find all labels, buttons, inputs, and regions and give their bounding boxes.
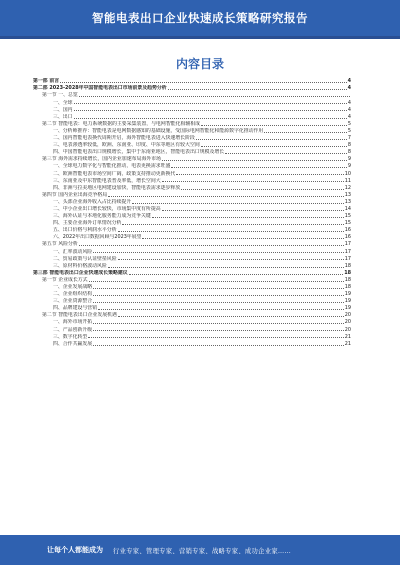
toc-leader-dots [196, 139, 347, 140]
toc-page-number: 21 [344, 333, 351, 340]
toc-page-number: 17 [344, 248, 351, 255]
toc-entry[interactable] [33, 312, 351, 319]
toc-page-number: 18 [344, 284, 351, 291]
toc-entry-text: 第二节 智能电表：电力系统数据的主要采集装置，与电网智能化相辅相成 [42, 120, 201, 127]
toc-entry-text: 一、头部企业海外收入占比持续提升 [53, 198, 132, 205]
toc-leader-dots [129, 274, 344, 275]
toc-entry-text: 四、非洲与拉美地区电网建设加快，智能电表需求逐步释放 [53, 184, 181, 191]
toc-leader-dots [93, 288, 344, 289]
toc-entry[interactable] [33, 234, 351, 241]
toc-page-number: 20 [344, 319, 351, 326]
toc-entry[interactable] [33, 149, 351, 156]
toc-entry-text: 二、产品创新升级 [53, 326, 93, 333]
toc-entry[interactable] [33, 333, 351, 340]
toc-entry[interactable] [33, 248, 351, 255]
toc-entry[interactable] [33, 78, 351, 85]
toc-leader-dots [162, 181, 344, 182]
toc-leader-dots [162, 210, 344, 211]
toc-entry-text: 三、数字化转型 [53, 333, 88, 340]
toc-entry-text: 一、海外市场开拓 [53, 319, 93, 326]
toc-leader-dots [88, 337, 344, 338]
toc-entry-text: 三、企业资源整合 [53, 298, 93, 305]
toc-leader-dots [181, 189, 344, 190]
toc-entry[interactable] [33, 128, 351, 135]
toc-leader-dots [93, 345, 344, 346]
toc-leader-dots [89, 281, 344, 282]
toc-page-number: 9 [347, 163, 351, 170]
toc-entry[interactable] [33, 199, 351, 206]
toc-entry[interactable] [33, 319, 351, 326]
toc-entry-text: 第一节 企业成长方式 [42, 276, 88, 283]
toc-entry[interactable] [33, 220, 351, 227]
toc-entry[interactable] [33, 184, 351, 191]
toc-entry[interactable] [33, 326, 351, 333]
toc-entry-text: 二、国内 [53, 106, 73, 113]
toc-entry[interactable] [33, 227, 351, 234]
toc-entry[interactable] [33, 113, 351, 120]
toc-page-number: 16 [344, 234, 351, 241]
toc-entry-text: 四、合作共赢发展 [53, 340, 93, 347]
toc-entry[interactable] [33, 170, 351, 177]
toc-page-number: 4 [347, 78, 351, 85]
toc-page-number: 15 [344, 220, 351, 227]
toc-entry-text: 二、企业组织结构 [53, 291, 93, 298]
toc-leader-dots [93, 330, 344, 331]
toc-leader-dots [74, 103, 347, 104]
toc-page-number: 14 [344, 205, 351, 212]
footer-slogan: 让每个人都能成为 [47, 546, 103, 554]
toc-entry[interactable] [33, 177, 351, 184]
toc-entry-text: 三、海外认证与本地化服务能力成为竞争关键 [53, 213, 151, 220]
toc-leader-dots [108, 267, 344, 268]
toc-leader-dots [132, 203, 344, 204]
toc-entry-text: 第二节 智能电表出口企业发展机遇 [42, 312, 117, 319]
toc-entry-text: 第一节 一、总览 [42, 92, 78, 99]
toc-leader-dots [98, 309, 344, 310]
toc-page-number: 11 [344, 177, 351, 184]
toc-entry[interactable] [33, 99, 351, 106]
toc-leader-dots [201, 146, 347, 147]
toc-entry[interactable] [33, 298, 351, 305]
toc-leader-dots [93, 302, 344, 303]
toc-leader-dots [60, 82, 346, 83]
toc-entry[interactable] [33, 142, 351, 149]
toc-entry-text: 二、贸易政策与认证壁垒风险 [53, 255, 117, 262]
toc-entry-text: 二、欧洲智能电表市场空间广阔，政策支持推动更新换代 [53, 170, 176, 177]
toc-entry-text: 第五节 风险分析 [42, 241, 78, 248]
toc-entry[interactable] [33, 255, 351, 262]
toc-page-number: 7 [347, 135, 351, 142]
toc-entry[interactable] [33, 163, 351, 170]
toc-page-number: 18 [344, 276, 351, 283]
toc-entry-text: 一、全球电力数字化与智能化推动，电表更换需求旺盛 [53, 163, 171, 170]
toc-page-number: 18 [344, 269, 351, 276]
toc-page-number: 9 [347, 156, 351, 163]
toc-leader-dots [93, 295, 344, 296]
toc-page-number: 19 [344, 305, 351, 312]
toc-leader-dots [201, 125, 347, 126]
toc-leader-dots [118, 231, 344, 232]
toc-entry-text: 四、品牌建设与营销 [53, 305, 98, 312]
toc-page-number: 13 [344, 198, 351, 205]
toc-page-number: 18 [344, 262, 351, 269]
toc-leader-dots [176, 174, 343, 175]
toc-entry-text: 三、出口 [53, 113, 73, 120]
toc-page-number: 15 [344, 213, 351, 220]
toc-entry[interactable] [33, 206, 351, 213]
toc-entry-text: 一、全球 [53, 99, 73, 106]
toc-leader-dots [118, 316, 344, 317]
toc-entry-text: 三、东南亚及中东智能电表普及率低，增长空间大 [53, 177, 161, 184]
toc-page-number: 10 [344, 170, 351, 177]
toc-entry[interactable] [33, 135, 351, 142]
toc-entry[interactable] [33, 284, 351, 291]
toc-entry-text: 第二部 2023-2028年中国智能电表出口市场前景及趋势分析 [33, 85, 167, 92]
toc-entry[interactable] [33, 106, 351, 113]
toc-entry[interactable] [33, 121, 351, 128]
toc-page-number: 19 [344, 291, 351, 298]
toc-entry-text: 四、中国智能电表出口规模增长，集中于东南亚地区，智能电表出口规模及增长 [53, 149, 225, 156]
toc-page-number: 12 [344, 184, 351, 191]
toc-leader-dots [108, 196, 344, 197]
toc-leader-dots [74, 118, 347, 119]
toc-entry-text: 三、原材料价格波动风险 [53, 262, 107, 269]
toc-entry-text: 一、汇率波动风险 [53, 248, 93, 255]
toc-entry-text: 六、2022年出口数据回顾与2023年展望 [53, 234, 142, 241]
toc-entry[interactable] [33, 291, 351, 298]
toc-leader-dots [79, 245, 344, 246]
toc-leader-dots [162, 160, 347, 161]
toc-leader-dots [142, 238, 343, 239]
toc-leader-dots [152, 217, 344, 218]
toc-leader-dots [93, 323, 344, 324]
toc-entry[interactable] [33, 277, 351, 284]
toc-entry-text: 一、企业发展战略 [53, 284, 93, 291]
toc-entry[interactable] [33, 213, 351, 220]
toc-leader-dots [122, 224, 343, 225]
toc-entry-text: 二、中小企业出口增长较快，市场集中度有所提高 [53, 205, 161, 212]
toc-entry-text: 四、主要企业海外订单情况分析 [53, 220, 122, 227]
table-of-contents [33, 78, 351, 348]
footer-bar [0, 535, 400, 565]
toc-entry[interactable] [33, 85, 351, 92]
toc-page-number: 4 [347, 85, 351, 92]
toc-page-number: 5 [347, 120, 351, 127]
toc-leader-dots [79, 96, 350, 97]
toc-leader-dots [168, 89, 347, 90]
toc-page-number: 17 [344, 255, 351, 262]
toc-page-number: 4 [347, 99, 351, 106]
footer-tagline: 行业专家、管理专家、营销专家、战略专家、成功企业家…… [113, 547, 292, 555]
toc-entry[interactable] [33, 270, 351, 277]
toc-entry[interactable] [33, 241, 351, 248]
toc-entry-text: 三、电表渗透率较低，欧洲、东南亚、印度、中东等地区有较大空间 [53, 142, 200, 149]
report-title: 智能电表出口企业快速成长策略研究报告 [92, 11, 308, 25]
toc-entry[interactable] [33, 92, 351, 99]
toc-entry-text: 二、国内智能电表换代周期开启，海外智能电表进入快速增长阶段 [53, 135, 195, 142]
toc-leader-dots [93, 252, 344, 253]
toc-page-number: 5 [347, 127, 351, 134]
toc-leader-dots [171, 167, 346, 168]
toc-page-number: 17 [344, 241, 351, 248]
toc-page-number: 20 [344, 312, 351, 319]
toc-entry-text: 一、分析师推荐：智能电表是电网数据感知的基础设施，受国际电网智能化和能源数字化推动作用 [53, 127, 264, 134]
toc-entry-text: 第三部 智能电表出口企业快速成长策略建议 [33, 269, 128, 276]
toc-leader-dots [264, 132, 347, 133]
report-header-bar [0, 0, 400, 36]
toc-entry-text: 第四节 国内企业出海竞争格局 [42, 191, 108, 198]
toc-page-number: 4 [347, 113, 351, 120]
toc-entry[interactable] [33, 192, 351, 199]
toc-leader-dots [225, 153, 347, 154]
toc-entry-text: 五、出口价格与利润水平分析 [53, 227, 117, 234]
toc-page-number: 4 [347, 106, 351, 113]
toc-entry[interactable] [33, 156, 351, 163]
toc-entry[interactable] [33, 262, 351, 269]
toc-page-number: 20 [344, 326, 351, 333]
toc-heading: 内容目录 [175, 57, 224, 71]
toc-entry-text: 第三节 海外需求持续增长，国内企业加速布局海外市场 [42, 156, 161, 163]
toc-page-number: 8 [347, 142, 351, 149]
toc-page-number: 13 [344, 191, 351, 198]
toc-leader-dots [118, 259, 344, 260]
toc-leader-dots [74, 110, 347, 111]
toc-page-number: 8 [347, 149, 351, 156]
toc-entry[interactable] [33, 305, 351, 312]
toc-page-number: 19 [344, 298, 351, 305]
toc-page-number: 16 [344, 227, 351, 234]
toc-entry[interactable] [33, 340, 351, 347]
toc-entry-text: 第一部 前言 [33, 78, 60, 85]
toc-page-number: 21 [344, 340, 351, 347]
